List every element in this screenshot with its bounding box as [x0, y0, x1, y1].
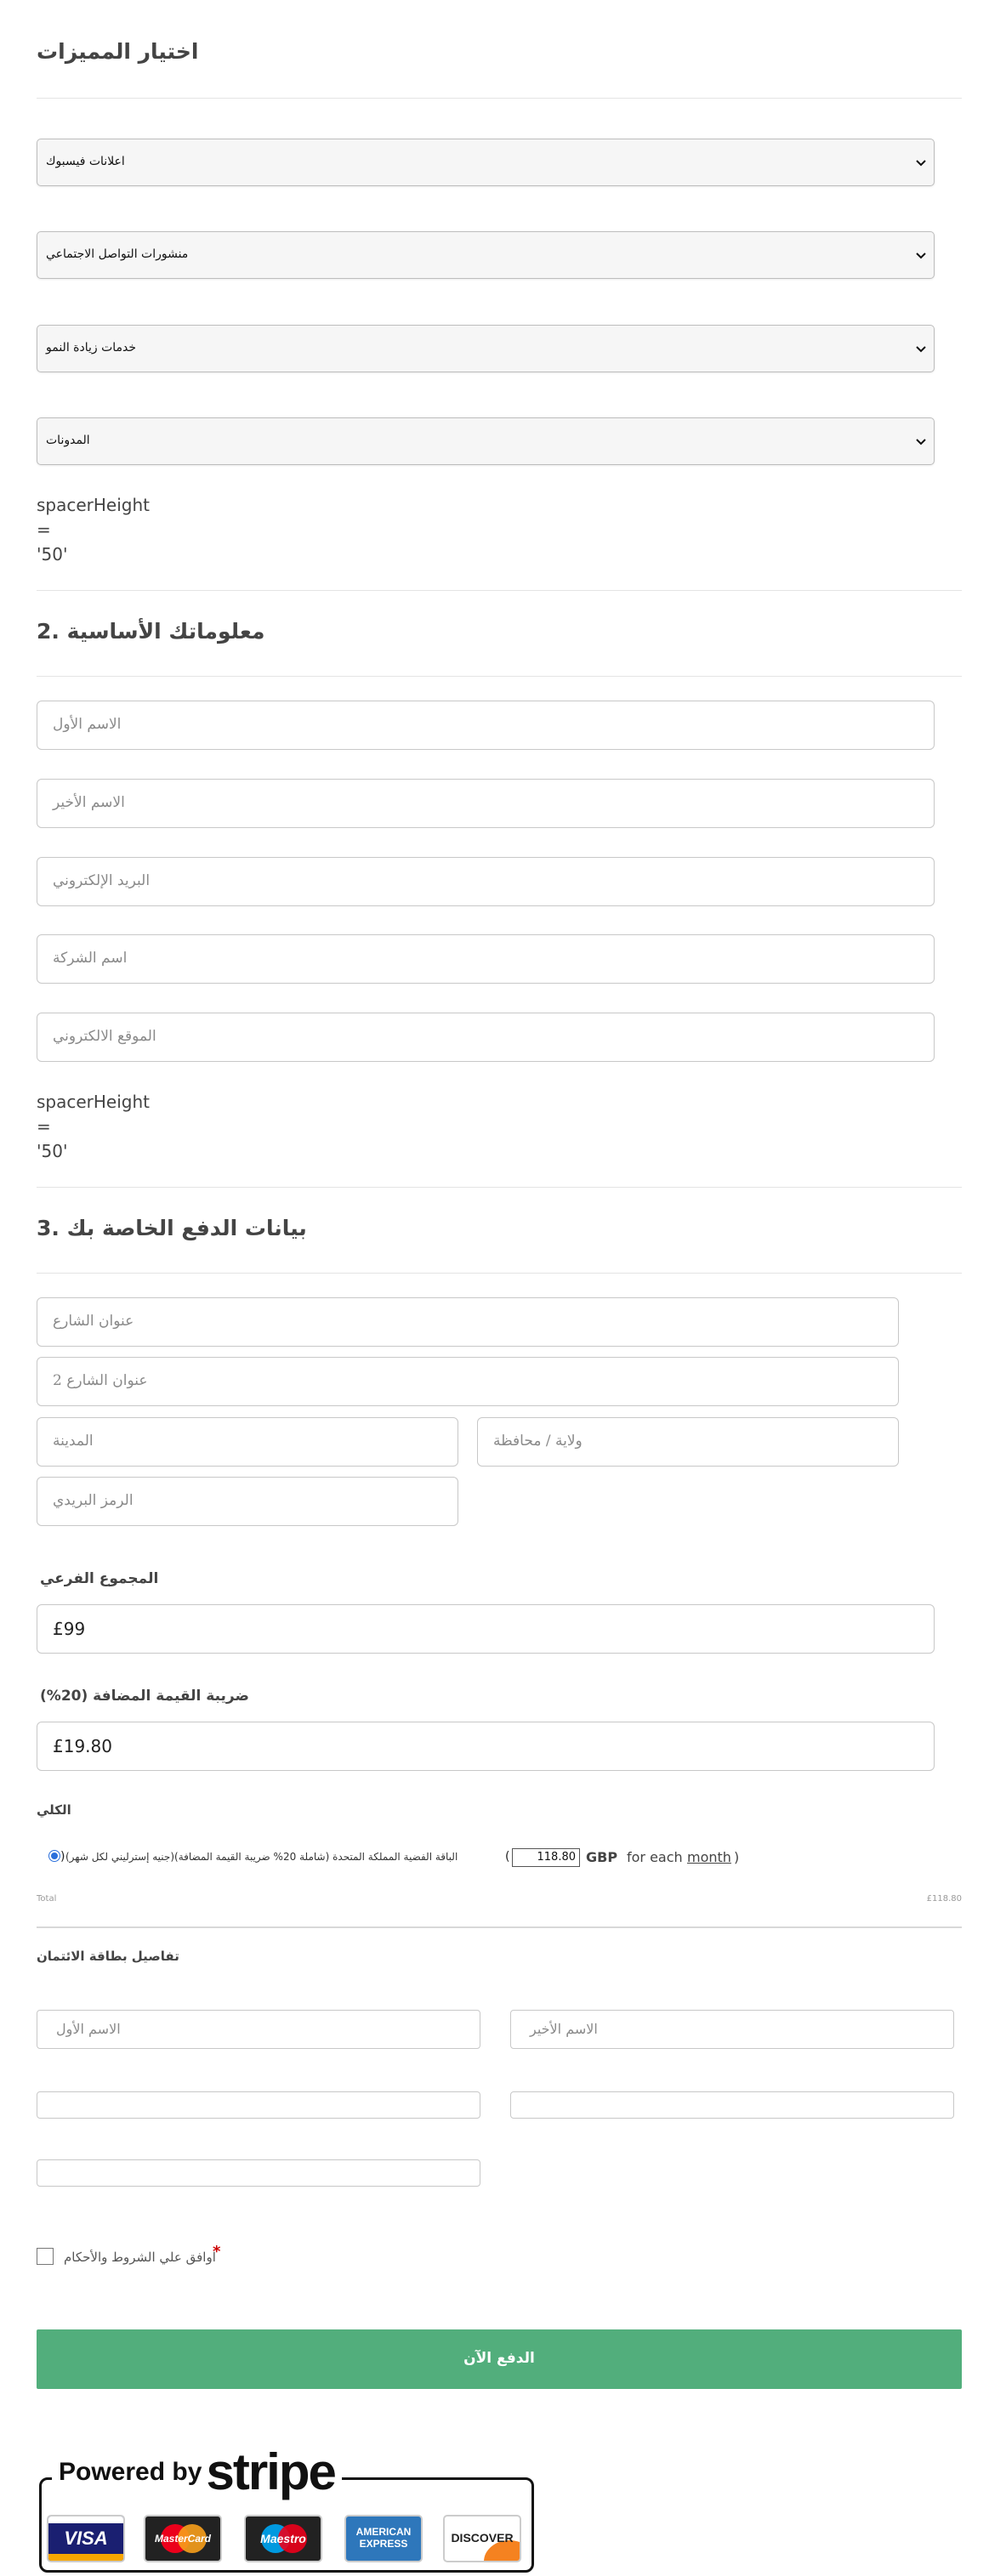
spacer-text: spacerHeight = '50' — [37, 1092, 151, 1161]
state-input[interactable]: ولاية / محافظة — [477, 1417, 899, 1467]
select-value: خدمات زيادة النمو — [46, 341, 137, 355]
divider — [37, 676, 962, 677]
plan-period-link[interactable]: month — [687, 1849, 731, 1865]
badge-header — [52, 2443, 342, 2503]
plan-option: ) الباقة الفضية المملكة المتحدة (شاملة 20% ضريبة القيمة المضافة)(جنيه إسترليني لكل شهر) ( 118.80 GBP for each month ) — [48, 1848, 950, 1869]
select-value: منشورات التواصل الاجتماعي — [46, 247, 189, 261]
divider — [37, 1187, 962, 1188]
subtotal-field: £99 — [37, 1604, 935, 1654]
plan-amount-input[interactable]: 118.80 — [512, 1848, 580, 1867]
plan-for-each: for each — [627, 1849, 683, 1865]
street-address-input[interactable]: عنوان الشارع — [37, 1297, 899, 1347]
chevron-down-icon — [915, 435, 927, 447]
radio-dot — [51, 1853, 58, 1859]
total-label: الكلي — [37, 1802, 71, 1818]
first-name-input[interactable]: الاسم الأول — [37, 701, 935, 750]
powered-by-text: Powered by — [59, 2458, 202, 2486]
select-value: اعلانات فيسبوك — [46, 155, 125, 168]
divider — [37, 590, 962, 591]
discover-icon: DISCOVER — [443, 2515, 521, 2562]
maestro-icon: Maestro — [244, 2515, 322, 2562]
card-number-input[interactable] — [37, 2091, 480, 2119]
total-small-value: £118.80 — [926, 1894, 962, 1904]
amex-icon: AMERICAN EXPRESS — [344, 2515, 423, 2562]
select-value: المدونات — [46, 434, 90, 447]
card-cvc-input[interactable] — [37, 2159, 480, 2187]
city-input[interactable]: المدينة — [37, 1417, 458, 1467]
visa-icon: VISA — [47, 2515, 125, 2562]
subtotal-label: المجموع الفرعي — [40, 1570, 159, 1587]
card-expiry-input[interactable] — [510, 2091, 954, 2119]
plan-radio[interactable] — [48, 1850, 60, 1862]
vat-label: ضريبة القيمة المضافة (20%) — [40, 1688, 249, 1705]
vat-field: £19.80 — [37, 1722, 935, 1771]
chevron-down-icon — [915, 343, 927, 355]
card-first-name-input[interactable]: الاسم الأول — [37, 2010, 480, 2049]
chevron-down-icon — [915, 249, 927, 261]
card-last-name-input[interactable]: الاسم الأخير — [510, 2010, 954, 2049]
select-blogs[interactable] — [37, 417, 935, 465]
payment-title: 3. بيانات الدفع الخاصة بك — [37, 1216, 307, 1240]
divider — [37, 98, 962, 99]
pay-now-button[interactable]: الدفع الآن — [37, 2329, 962, 2389]
terms-checkbox[interactable] — [37, 2248, 54, 2265]
last-name-input[interactable]: الاسم الأخير — [37, 779, 935, 828]
card-details-title: تفاصيل بطاقة الائتمان — [37, 1949, 179, 1964]
stripe-badge — [37, 2440, 538, 2576]
select-facebook-ads[interactable] — [37, 139, 935, 186]
features-title: اختيار المميزات — [37, 39, 199, 64]
required-mark: * — [213, 2243, 221, 2261]
select-growth-services[interactable] — [37, 325, 935, 372]
chevron-down-icon — [915, 156, 927, 168]
zip-input[interactable]: الرمز البريدي — [37, 1477, 458, 1526]
plan-currency: GBP — [586, 1849, 618, 1865]
stripe-logo: stripe — [206, 2443, 335, 2500]
divider — [37, 1926, 962, 1928]
info-title: 2. معلوماتك الأساسية — [37, 619, 265, 644]
plan-description: الباقة الفضية المملكة المتحدة (شاملة 20% ضريبة القيمة المضافة)(جنيه إسترليني لكل شهر) — [65, 1851, 458, 1863]
mastercard-icon: MasterCard — [144, 2515, 222, 2562]
street-address-2-input[interactable]: عنوان الشارع 2 — [37, 1357, 899, 1406]
select-social-posts[interactable] — [37, 231, 935, 279]
terms-row — [37, 2243, 377, 2267]
website-input[interactable]: الموقع الالكتروني — [37, 1013, 935, 1062]
email-input[interactable]: البريد الإلكتروني — [37, 857, 935, 906]
divider — [37, 1273, 962, 1274]
total-small-label: Total — [37, 1894, 57, 1904]
company-input[interactable]: اسم الشركة — [37, 934, 935, 984]
spacer-text: spacerHeight = '50' — [37, 495, 151, 565]
terms-label: اوافق علي الشروط والأحكام — [64, 2250, 216, 2265]
